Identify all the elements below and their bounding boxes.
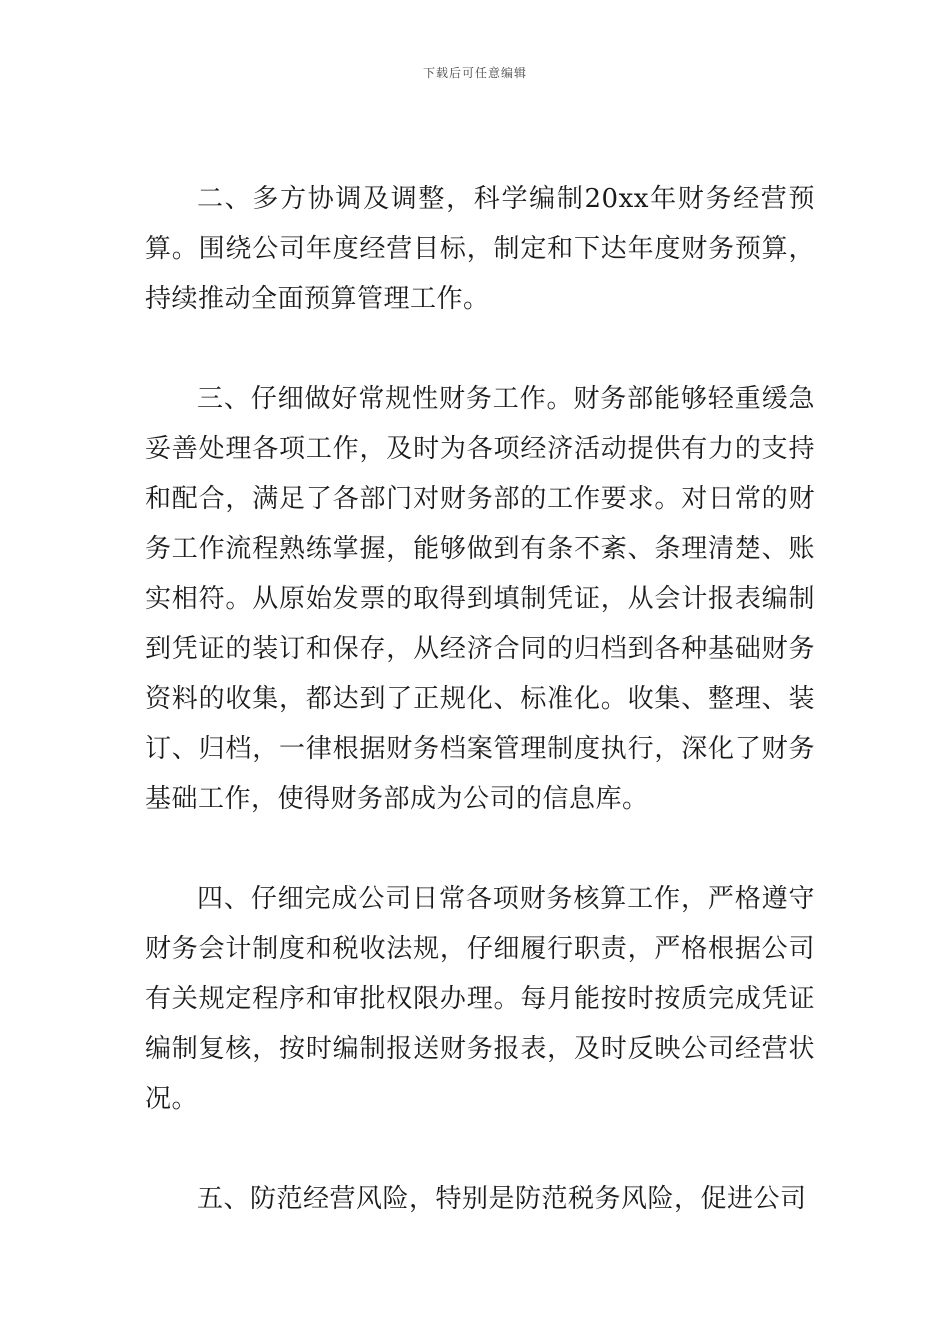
paragraph-risk: 五、防范经营风险，特别是防范税务风险，促进公司: [197, 1184, 807, 1214]
paragraph-accounting: 四、仔细完成公司日常各项财务核算工作，严格遵守财务会计制度和税收法规，仔细履行职责，严格根据公司有关规定程序和审批权限办理。每月能按时按质完成凭证编制复核，按时编制报送财务报表，及时反映公司经营状况。: [145, 884, 815, 1114]
page-header: 下载后可任意编辑: [422, 66, 527, 80]
paragraph-routine-work: 三、仔细做好常规性财务工作。财务部能够轻重缓急妥善处理各项工作，及时为各项经济活动提供有力的支持和配合，满足了各部门对财务部的工作要求。对日常的财务工作流程熟练掌握，能够做到有条不紊、条理清楚、账实相符。从原始发票的取得到填制凭证，从会计报表编制到凭证的装订和保存，从经济合同的归档到各种基础财务资料的收集，都达到了正规化、标准化。收集、整理、装订、归档，一律根据财务档案管理制度执行，深化了财务基础工作，使得财务部成为公司的信息库。: [145, 384, 815, 814]
paragraph-budget: 二、多方协调及调整，科学编制20xx年财务经营预算。围绕公司年度经营目标，制定和下达年度财务预算，持续推动全面预算管理工作。: [145, 184, 815, 314]
document-body: [145, 174, 815, 1274]
